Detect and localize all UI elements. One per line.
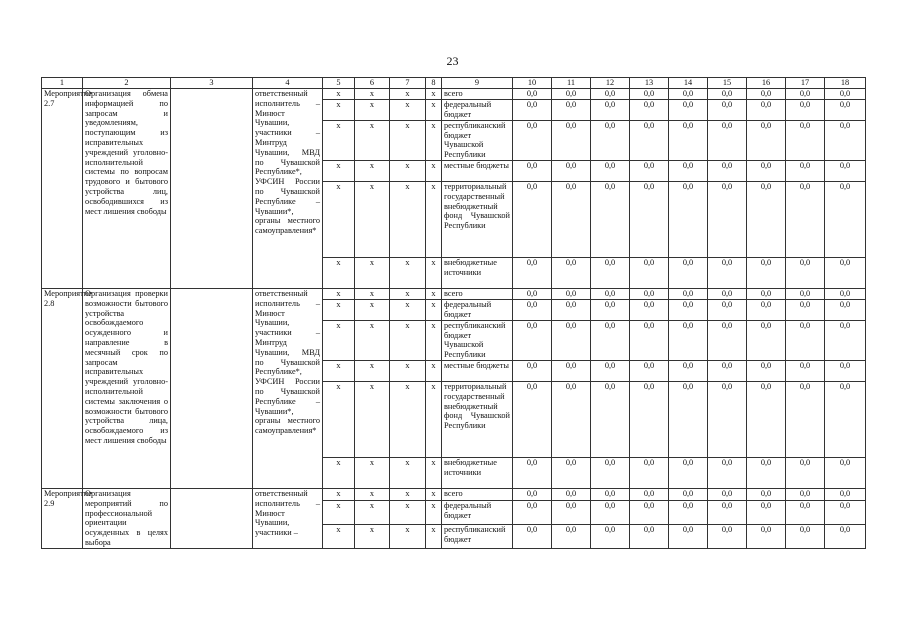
funding-value: 0,0 (747, 501, 786, 525)
header-cell: 8 (426, 78, 442, 89)
funding-value: 0,0 (591, 320, 630, 360)
funding-value: 0,0 (786, 501, 825, 525)
code-mark: x (355, 288, 390, 299)
funding-value: 0,0 (630, 120, 669, 160)
code-mark: x (426, 299, 442, 320)
code-mark: x (390, 257, 426, 288)
code-mark: x (323, 299, 355, 320)
code-mark: x (390, 120, 426, 160)
funding-source: территориальный государственный внебюджетный фонд Чувашской Республики (442, 381, 513, 457)
funding-value: 0,0 (825, 257, 866, 288)
funding-value: 0,0 (747, 488, 786, 500)
funding-value: 0,0 (630, 457, 669, 488)
funding-value: 0,0 (552, 381, 591, 457)
funding-value: 0,0 (591, 120, 630, 160)
header-cell: 7 (390, 78, 426, 89)
header-cell: 13 (630, 78, 669, 89)
code-mark: x (323, 381, 355, 457)
funding-value: 0,0 (747, 525, 786, 549)
funding-value: 0,0 (786, 120, 825, 160)
funding-value: 0,0 (513, 320, 552, 360)
code-mark: x (355, 160, 390, 181)
funding-value: 0,0 (747, 360, 786, 381)
code-mark: x (355, 525, 390, 549)
header-cell: 15 (708, 78, 747, 89)
funding-value: 0,0 (552, 160, 591, 181)
code-mark: x (426, 360, 442, 381)
funding-value: 0,0 (669, 288, 708, 299)
code-mark: x (323, 320, 355, 360)
funding-value: 0,0 (747, 299, 786, 320)
header-cell: 9 (442, 78, 513, 89)
code-mark: x (323, 501, 355, 525)
funding-value: 0,0 (591, 360, 630, 381)
funding-value: 0,0 (708, 525, 747, 549)
code-mark: x (390, 381, 426, 457)
code-mark: x (426, 120, 442, 160)
funding-value: 0,0 (552, 525, 591, 549)
funding-value: 0,0 (513, 299, 552, 320)
header-cell: 11 (552, 78, 591, 89)
funding-value: 0,0 (552, 488, 591, 500)
code-mark: x (323, 288, 355, 299)
funding-value: 0,0 (747, 288, 786, 299)
funding-value: 0,0 (708, 488, 747, 500)
funding-value: 0,0 (552, 501, 591, 525)
funding-value: 0,0 (552, 89, 591, 100)
funding-value: 0,0 (825, 120, 866, 160)
page-number: 23 (446, 54, 459, 68)
code-mark: x (390, 89, 426, 100)
funding-value: 0,0 (708, 120, 747, 160)
funding-value: 0,0 (513, 181, 552, 257)
funding-value: 0,0 (747, 120, 786, 160)
funding-value: 0,0 (786, 488, 825, 500)
funding-value: 0,0 (669, 320, 708, 360)
funding-value: 0,0 (669, 299, 708, 320)
code-mark: x (355, 120, 390, 160)
code-mark: x (323, 525, 355, 549)
funding-value: 0,0 (669, 257, 708, 288)
funding-value: 0,0 (630, 381, 669, 457)
code-mark: x (390, 288, 426, 299)
code-mark: x (390, 360, 426, 381)
funding-value: 0,0 (591, 457, 630, 488)
funding-value: 0,0 (552, 257, 591, 288)
funding-value: 0,0 (786, 360, 825, 381)
funding-value: 0,0 (552, 320, 591, 360)
header-cell: 17 (786, 78, 825, 89)
funding-value: 0,0 (825, 457, 866, 488)
code-mark: x (323, 257, 355, 288)
funding-value: 0,0 (552, 299, 591, 320)
funding-source: территориальный государственный внебюджетный фонд Чувашской Республики (442, 181, 513, 257)
header-cell: 4 (253, 78, 323, 89)
code-mark: x (390, 501, 426, 525)
code-mark: x (355, 501, 390, 525)
code-mark: x (323, 457, 355, 488)
funding-value: 0,0 (630, 257, 669, 288)
funding-value: 0,0 (591, 501, 630, 525)
funding-value: 0,0 (708, 257, 747, 288)
code-mark: x (426, 160, 442, 181)
header-cell: 2 (83, 78, 171, 89)
code-mark: x (426, 457, 442, 488)
funding-value: 0,0 (708, 381, 747, 457)
header-cell: 1 (42, 78, 83, 89)
code-mark: x (323, 181, 355, 257)
funding-value: 0,0 (630, 89, 669, 100)
funding-value: 0,0 (708, 501, 747, 525)
code-mark: x (426, 288, 442, 299)
header-cell: 12 (591, 78, 630, 89)
funding-value: 0,0 (630, 160, 669, 181)
funding-value: 0,0 (669, 181, 708, 257)
event-label: Мероприятие 2.9 (42, 488, 83, 548)
funding-value: 0,0 (825, 525, 866, 549)
funding-value: 0,0 (708, 181, 747, 257)
funding-value: 0,0 (786, 525, 825, 549)
funding-value: 0,0 (630, 99, 669, 120)
funding-value: 0,0 (591, 181, 630, 257)
funding-value: 0,0 (708, 299, 747, 320)
funding-source: федеральный бюджет (442, 299, 513, 320)
event-goal-cell (171, 488, 253, 548)
event-goal-cell (171, 89, 253, 289)
code-mark: x (323, 120, 355, 160)
funding-value: 0,0 (747, 89, 786, 100)
funding-source: республиканский бюджет (442, 525, 513, 549)
code-mark: x (390, 525, 426, 549)
funding-value: 0,0 (786, 89, 825, 100)
funding-source: всего (442, 488, 513, 500)
funding-value: 0,0 (669, 160, 708, 181)
code-mark: x (426, 320, 442, 360)
funding-value: 0,0 (708, 457, 747, 488)
funding-value: 0,0 (630, 488, 669, 500)
code-mark: x (390, 160, 426, 181)
code-mark: x (355, 488, 390, 500)
funding-value: 0,0 (825, 181, 866, 257)
funding-value: 0,0 (825, 299, 866, 320)
funding-value: 0,0 (786, 288, 825, 299)
funding-value: 0,0 (513, 257, 552, 288)
funding-value: 0,0 (513, 89, 552, 100)
event-name: Организация обмена информацией по запросам и уведомлениям, поступающим из исправительных учреждений уголовно-исполнительной системы по вопросам трудового и бытового устройства лиц, освободившихся из мест лишения свободы (83, 89, 171, 289)
funding-value: 0,0 (630, 360, 669, 381)
code-mark: x (355, 99, 390, 120)
funding-value: 0,0 (747, 99, 786, 120)
funding-value: 0,0 (825, 501, 866, 525)
funding-source: всего (442, 89, 513, 100)
event-name: Организация проверки возможности бытового устройства освобождаемого осужденного и направление в месячный срок по запросам исправительных учреждений уголовно-исполнительной системы заключения о возможности бытового устройства лица, освобождаемого из мест лишения свободы (83, 288, 171, 488)
code-mark: x (390, 457, 426, 488)
funding-value: 0,0 (825, 160, 866, 181)
funding-value: 0,0 (552, 181, 591, 257)
funding-value: 0,0 (591, 99, 630, 120)
code-mark: x (390, 99, 426, 120)
funding-value: 0,0 (708, 160, 747, 181)
funding-value: 0,0 (513, 360, 552, 381)
funding-value: 0,0 (747, 320, 786, 360)
event-label: Мероприятие 2.7 (42, 89, 83, 289)
header-cell: 3 (171, 78, 253, 89)
code-mark: x (426, 488, 442, 500)
funding-value: 0,0 (708, 89, 747, 100)
code-mark: x (355, 320, 390, 360)
header-row (42, 78, 866, 89)
funding-value: 0,0 (513, 457, 552, 488)
code-mark: x (426, 181, 442, 257)
funding-value: 0,0 (786, 457, 825, 488)
budget-table (41, 77, 866, 549)
funding-value: 0,0 (669, 89, 708, 100)
funding-value: 0,0 (552, 360, 591, 381)
code-mark: x (323, 488, 355, 500)
funding-value: 0,0 (786, 299, 825, 320)
funding-value: 0,0 (786, 181, 825, 257)
funding-value: 0,0 (591, 89, 630, 100)
funding-value: 0,0 (825, 488, 866, 500)
funding-value: 0,0 (786, 160, 825, 181)
code-mark: x (355, 181, 390, 257)
funding-source: всего (442, 288, 513, 299)
table-row (42, 488, 866, 500)
funding-value: 0,0 (630, 299, 669, 320)
funding-value: 0,0 (747, 457, 786, 488)
funding-value: 0,0 (552, 457, 591, 488)
code-mark: x (390, 181, 426, 257)
funding-value: 0,0 (825, 99, 866, 120)
funding-value: 0,0 (708, 99, 747, 120)
code-mark: x (390, 320, 426, 360)
code-mark: x (390, 299, 426, 320)
funding-value: 0,0 (669, 99, 708, 120)
funding-source: внебюджетные источники (442, 257, 513, 288)
funding-value: 0,0 (669, 525, 708, 549)
code-mark: x (355, 360, 390, 381)
funding-source: федеральный бюджет (442, 99, 513, 120)
funding-value: 0,0 (630, 320, 669, 360)
event-label: Мероприятие 2.8 (42, 288, 83, 488)
funding-value: 0,0 (669, 120, 708, 160)
code-mark: x (426, 99, 442, 120)
funding-value: 0,0 (825, 381, 866, 457)
funding-value: 0,0 (591, 525, 630, 549)
code-mark: x (426, 89, 442, 100)
funding-value: 0,0 (513, 488, 552, 500)
funding-value: 0,0 (747, 257, 786, 288)
funding-value: 0,0 (591, 160, 630, 181)
code-mark: x (355, 257, 390, 288)
funding-value: 0,0 (669, 381, 708, 457)
funding-source: местные бюджеты (442, 360, 513, 381)
code-mark: x (323, 160, 355, 181)
funding-source: федеральный бюджет (442, 501, 513, 525)
code-mark: x (390, 488, 426, 500)
code-mark: x (426, 257, 442, 288)
event-name: Организация мероприятий по профессиональной ориентации осужденных в целях выбора (83, 488, 171, 548)
funding-value: 0,0 (708, 360, 747, 381)
funding-source: республиканский бюджет Чувашской Республики (442, 320, 513, 360)
funding-value: 0,0 (708, 288, 747, 299)
header-cell: 10 (513, 78, 552, 89)
funding-value: 0,0 (669, 501, 708, 525)
funding-value: 0,0 (552, 288, 591, 299)
header-cell: 16 (747, 78, 786, 89)
funding-value: 0,0 (747, 160, 786, 181)
funding-value: 0,0 (825, 288, 866, 299)
table-row (42, 288, 866, 299)
funding-value: 0,0 (630, 525, 669, 549)
code-mark: x (426, 501, 442, 525)
code-mark: x (426, 525, 442, 549)
funding-source: республиканский бюджет Чувашской Республики (442, 120, 513, 160)
funding-value: 0,0 (747, 381, 786, 457)
code-mark: x (323, 360, 355, 381)
funding-value: 0,0 (513, 120, 552, 160)
event-executors: ответственный исполнитель – Минюст Чувашии, участники – Минтруд Чувашии, МВД по Чувашской Республике*, УФСИН России по Чувашской Республике – Чувашии*, органы местного самоуправления* (253, 89, 323, 289)
funding-value: 0,0 (825, 89, 866, 100)
funding-value: 0,0 (786, 257, 825, 288)
funding-value: 0,0 (669, 457, 708, 488)
funding-value: 0,0 (513, 160, 552, 181)
funding-value: 0,0 (513, 381, 552, 457)
funding-value: 0,0 (552, 99, 591, 120)
funding-value: 0,0 (630, 181, 669, 257)
code-mark: x (323, 99, 355, 120)
funding-value: 0,0 (591, 299, 630, 320)
funding-value: 0,0 (825, 320, 866, 360)
event-executors: ответственный исполнитель – Минюст Чувашии, участники – Минтруд Чувашии, МВД по Чувашской Республике*, УФСИН России по Чувашской Республике – Чувашии*, органы местного самоуправления* (253, 288, 323, 488)
funding-source: внебюджетные источники (442, 457, 513, 488)
funding-value: 0,0 (552, 120, 591, 160)
funding-value: 0,0 (669, 360, 708, 381)
header-cell: 5 (323, 78, 355, 89)
funding-value: 0,0 (669, 488, 708, 500)
header-cell: 14 (669, 78, 708, 89)
funding-value: 0,0 (591, 381, 630, 457)
funding-value: 0,0 (747, 181, 786, 257)
funding-value: 0,0 (591, 257, 630, 288)
event-goal-cell (171, 288, 253, 488)
funding-source: местные бюджеты (442, 160, 513, 181)
code-mark: x (323, 89, 355, 100)
event-executors: ответственный исполнитель – Минюст Чувашии, участники – (253, 488, 323, 548)
header-cell: 6 (355, 78, 390, 89)
funding-value: 0,0 (630, 501, 669, 525)
funding-value: 0,0 (708, 320, 747, 360)
code-mark: x (355, 381, 390, 457)
funding-value: 0,0 (825, 360, 866, 381)
funding-value: 0,0 (786, 320, 825, 360)
code-mark: x (355, 299, 390, 320)
funding-value: 0,0 (591, 488, 630, 500)
funding-value: 0,0 (630, 288, 669, 299)
header-cell: 18 (825, 78, 866, 89)
code-mark: x (426, 381, 442, 457)
funding-value: 0,0 (786, 99, 825, 120)
funding-value: 0,0 (513, 99, 552, 120)
funding-value: 0,0 (786, 381, 825, 457)
table-body (42, 78, 866, 549)
code-mark: x (355, 457, 390, 488)
funding-value: 0,0 (513, 288, 552, 299)
funding-value: 0,0 (591, 288, 630, 299)
table-row (42, 89, 866, 100)
funding-value: 0,0 (513, 525, 552, 549)
funding-value: 0,0 (513, 501, 552, 525)
code-mark: x (355, 89, 390, 100)
